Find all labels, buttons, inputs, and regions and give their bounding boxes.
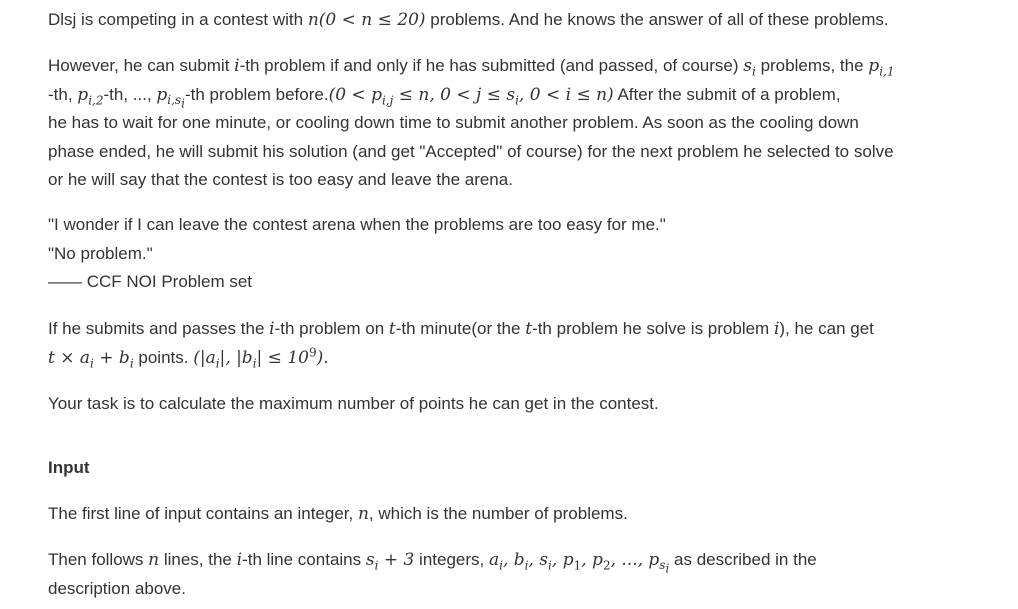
- statement-paragraph-2: However, he can submit i-th problem if and only if he has submitted (and passed, of course) $s_i$ problems, the $p_{i,1}$ -th, $p_{i,2}-th$, ..., $p_{i,s_i}-th$ problem before.(0 < $p_{i,j} \le n$, $0 < j \le s_i$, 0 < i ≤ n) After the submit of a problem, he has to wait for one minute, or cooling down time to submit another problem. As soon as the cooling down phase ended, he will submit his solution (and get "Accepted" of course) for the next problem he selected to solve or he will say that the contest is too easy and leave the arena.: [48, 56, 895, 189]
- quote-attribution: —— CCF NOI Problem set: [48, 272, 253, 291]
- statement-paragraph-1: Dlsj is competing in a contest with n(0 < n ≤ 20) problems. And he knows the answer of all of these problems.: [48, 10, 889, 30]
- quote-line-2: "No problem.": [48, 243, 153, 263]
- input-paragraph-2: Then follows n lines, the i-th line contains $s_i + 3$ integers, $a_i$, $b_i$, $s_i$, $p_1$, $p_2$, ..., $p_{s_i}$ as described in the description above.: [48, 550, 817, 598]
- quote-block: [48, 211, 666, 297]
- input-paragraph-1: The first line of input contains an integer, n, which is the number of problems.: [48, 504, 628, 524]
- math-inline: n(0 < n ≤ 20): [307, 10, 426, 30]
- statement-paragraph-4: If he submits and passes the i-th problem on t-th minute(or the t-th problem he solve is problem i), he can get $t \times a_i + b_i$ points. ($|a_i|$, $|b_i| \le 10^9$).: [48, 319, 874, 370]
- statement-paragraph-5: Your task is to calculate the maximum number of points he can get in the contest.: [48, 394, 659, 413]
- input-heading: Input: [48, 458, 90, 477]
- quote-line-1: "I wonder if I can leave the contest arena when the problems are too easy for me.": [48, 215, 666, 234]
